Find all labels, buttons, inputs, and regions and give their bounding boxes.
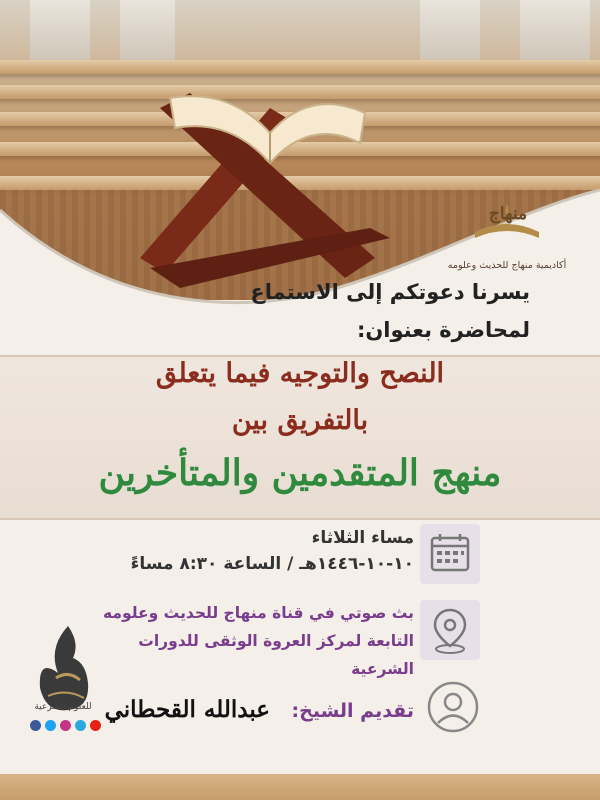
location-line-1: بث صوتي في قناة منهاج للحديث وعلومه (103, 604, 414, 622)
academy-logo (432, 196, 582, 282)
presenter-icon-box (426, 680, 480, 734)
pillar (420, 0, 480, 60)
schedule-day: مساء الثلاثاء (311, 528, 414, 548)
lecture-title-line-2: بالتفريق بين (231, 405, 369, 436)
logo-subtitle: أكاديمية منهاج للحديث وعلومه (447, 260, 567, 271)
location-icon-box (420, 600, 480, 660)
invitation-line-2: لمحاضرة بعنوان: (356, 318, 530, 342)
location-line-2: التابعة لمركز العروة الوثقى للدورات (138, 632, 414, 650)
schedule-date-time: ١٠-١٠-١٤٤٦هـ / الساعة ٨:٣٠ مساءً (130, 554, 414, 574)
bottom-bar (0, 774, 600, 800)
location-line-3: الشرعية (351, 660, 414, 678)
invitation-line-1: يسرنا دعوتكم إلى الاستماع (250, 280, 530, 304)
lecture-title-line-1: النصح والتوجيه فيما يتعلق (155, 358, 445, 389)
calendar-icon-box (420, 524, 480, 584)
calendar-icon (420, 524, 480, 584)
pillar (120, 0, 175, 60)
social-icons (22, 720, 108, 731)
location-pin-icon (420, 600, 480, 660)
pillar (30, 0, 90, 60)
seal-subtext: للعلوم الشرعية (34, 702, 92, 712)
facebook-icon[interactable] (30, 720, 41, 731)
instagram-icon[interactable] (60, 720, 71, 731)
telegram-icon[interactable] (75, 720, 86, 731)
presenter-label: تقديم الشيخ: (291, 700, 414, 722)
twitter-icon[interactable] (45, 720, 56, 731)
pillar (520, 0, 590, 60)
presenter-name: عبدالله القحطاني (104, 696, 270, 723)
user-icon (426, 680, 480, 734)
logo-name: منهاج (488, 204, 528, 224)
youtube-icon[interactable] (90, 720, 101, 731)
lecture-title-line-3: منهج المتقدمين والمتأخرين (98, 452, 502, 494)
